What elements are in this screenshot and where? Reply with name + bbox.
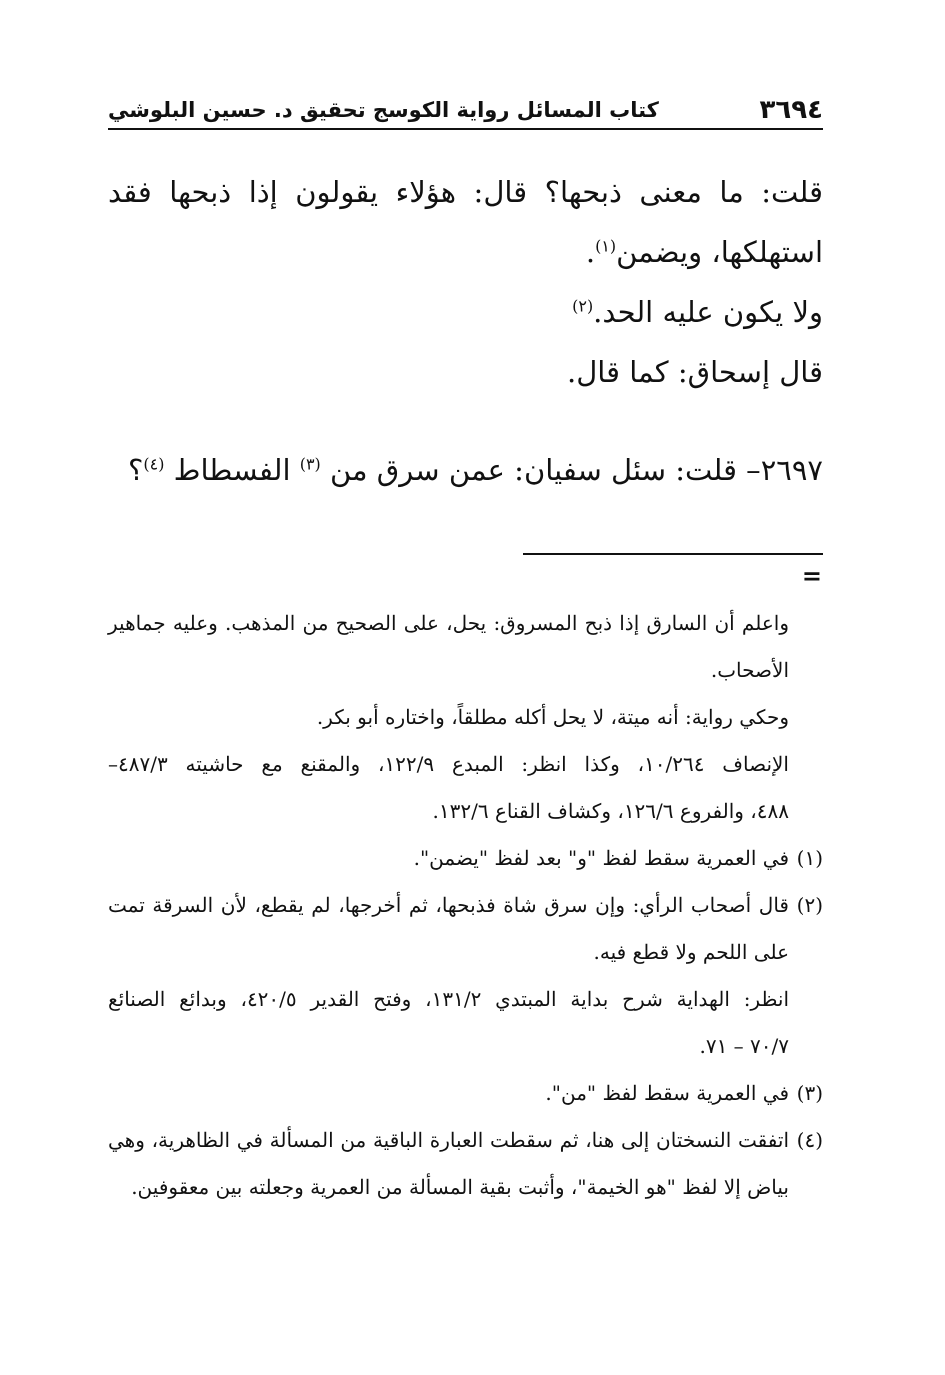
- continuation-mark: =: [801, 562, 822, 590]
- main-text: [108, 162, 823, 500]
- main-line-text: ولا يكون عليه الحد.: [593, 295, 823, 329]
- footnotes: [108, 600, 823, 1211]
- footnote-text: في العمرية سقط لفظ "من".: [545, 1081, 789, 1105]
- question-punct: ؟: [128, 453, 144, 487]
- footnote-number: (٣): [796, 1081, 823, 1105]
- main-line: قال إسحاق: كما قال.: [566, 355, 823, 389]
- footnote-continuation: ٤٨٨، والفروع ١٢٦/٦، وكشاف القناع ١٣٢/٦.: [432, 799, 789, 823]
- footnote-text: اتفقت النسختان إلى هنا، ثم سقطت العبارة الباقية من المسألة في الظاهرية، وهي بياض إلا لفظ "هو الخيمة"، وأثبت بقية المسألة من العمرية وجعلته بين معقوفين.: [108, 1128, 789, 1199]
- footnote-continuation: وحكي رواية: أنه ميتة، لا يحل أكله مطلقاً، واختاره أبو بكر.: [316, 705, 789, 729]
- footnote-number: (١): [796, 846, 823, 870]
- footnote-number: (٢): [796, 893, 823, 917]
- question-heading: [108, 440, 823, 500]
- footnote-continuation: الإنصاف ١٠/٢٦٤، وكذا انظر: المبدع ١٢٢/٩، والمقنع مع حاشيته ٤٨٧/٣–: [108, 752, 789, 776]
- main-line: قلت: ما معنى ذبحها؟ قال: هؤلاء يقولون إذا ذبحها فقد: [108, 175, 823, 209]
- footnote-4: [108, 1117, 823, 1211]
- footnote-ref: (١): [595, 236, 617, 256]
- footnote-number: (٤): [796, 1128, 823, 1152]
- footnote-text: قال أصحاب الرأي: وإن سرق شاة فذبحها، ثم أخرجها، لم يقطع، لأن السرقة تمت على اللحم ولا قطع فيه.: [108, 893, 789, 964]
- main-line-text: استهلكها، ويضمن: [616, 235, 823, 269]
- footnote-reference: ٧٠/٧ – ٧١.: [699, 1034, 789, 1058]
- main-line: [108, 222, 823, 282]
- main-line: [108, 282, 823, 342]
- footnote-3: [108, 1070, 823, 1117]
- running-title: كتاب المسائل رواية الكوسج تحقيق د. حسين البلوشي: [108, 98, 659, 122]
- footnote-ref: (٣): [299, 454, 321, 474]
- footnote-ref: (٤): [143, 454, 165, 474]
- footnote-1: [108, 835, 823, 882]
- question-text: ٢٦٩٧– قلت: سئل سفيان: عمن سرق من: [320, 453, 823, 487]
- main-line-punct: .: [585, 235, 596, 269]
- page-header: [108, 86, 823, 126]
- header-rule: [108, 128, 823, 130]
- footnote-reference: انظر: الهداية شرح بداية المبتدي ١٣١/٢، وفتح القدير ٤٢٠/٥، وبدائع الصنائع: [108, 987, 789, 1011]
- page-number: ٣٦٩٤: [759, 95, 823, 125]
- footnote-text: في العمرية سقط لفظ "و" بعد لفظ "يضمن".: [413, 846, 789, 870]
- footnote-separator: [523, 553, 823, 555]
- question-text: الفسطاط: [164, 453, 300, 487]
- footnote-2: [108, 882, 823, 976]
- footnote-ref: (٢): [572, 296, 594, 316]
- footnote-continuation: واعلم أن السارق إذا ذبح المسروق: يحل، على الصحيح من المذهب. وعليه جماهير الأصحاب.: [108, 611, 789, 682]
